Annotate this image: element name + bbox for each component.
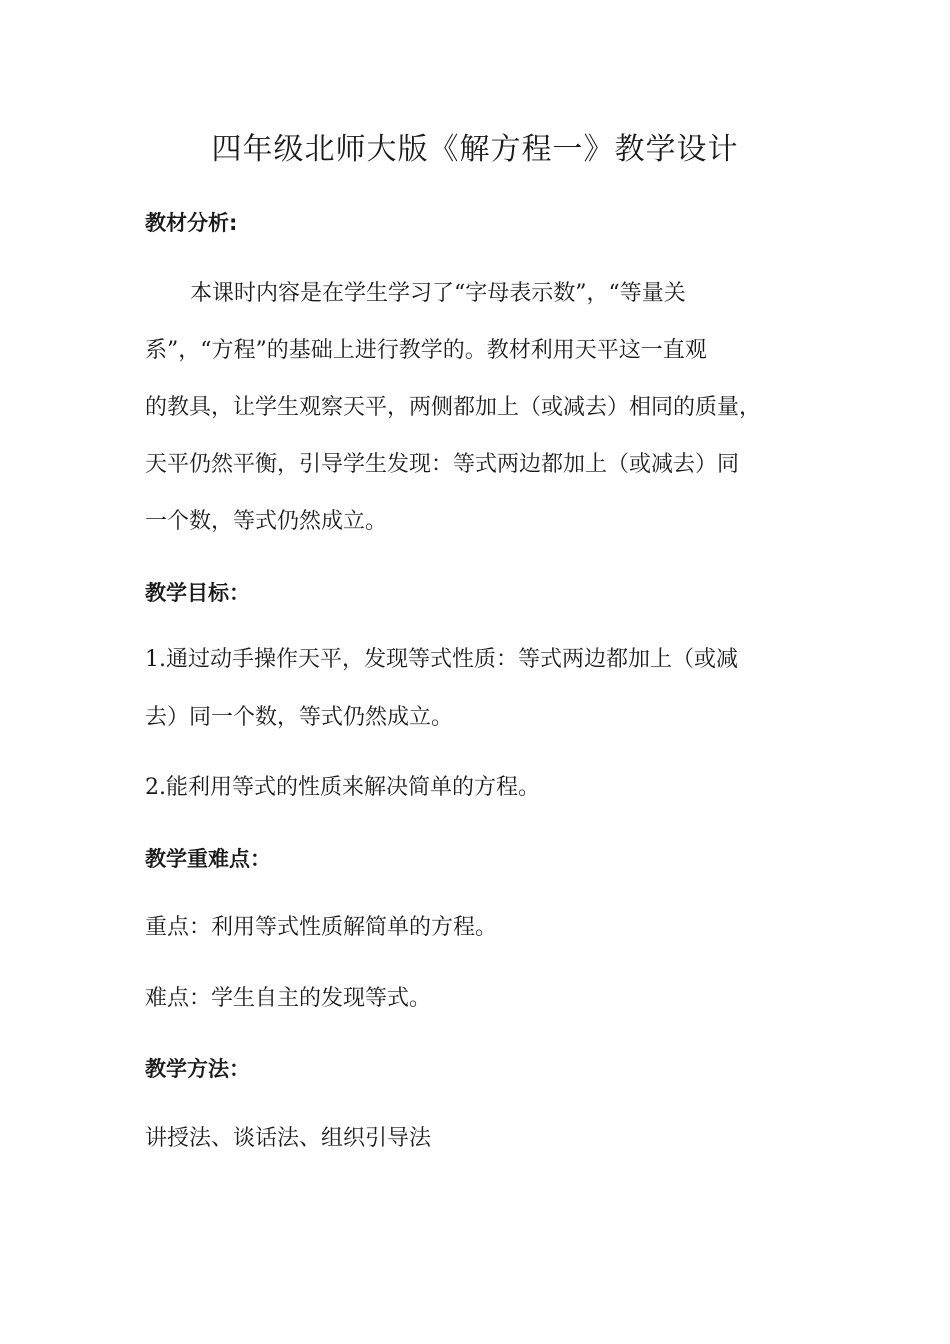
paragraph-line: 重点：利用等式性质解简单的方程。: [145, 915, 498, 940]
section-heading-teaching-goals: 教学目标：: [145, 581, 250, 605]
paragraph-line: 本课时内容是在学生学习了“字母表示数”，“等量关: [190, 281, 686, 306]
paragraph-line: 1.通过动手操作天平，发现等式性质：等式两边都加上（或减: [145, 647, 738, 672]
document-title: 四年级北师大版《解方程一》教学设计: [211, 132, 739, 167]
paragraph-line: 系”，“方程”的基础上进行教学的。教材利用天平这一直观: [145, 338, 707, 363]
paragraph-line: 天平仍然平衡，引导学生发现：等式两边都加上（或减去）同: [145, 452, 740, 477]
section-heading-teaching-methods: 教学方法：: [145, 1057, 250, 1081]
paragraph-line: 一个数，等式仍然成立。: [145, 509, 388, 534]
section-heading-key-points: 教学重难点：: [145, 847, 271, 871]
paragraph-line: 讲授法、谈话法、组织引导法: [145, 1126, 432, 1151]
paragraph-line: 去）同一个数，等式仍然成立。: [145, 705, 454, 730]
paragraph-line: 2.能利用等式的性质来解决简单的方程。: [145, 775, 540, 800]
paragraph-line: 的教具，让学生观察天平，两侧都加上（或减去）相同的质量，: [145, 395, 762, 420]
paragraph-line: 难点：学生自主的发现等式。: [145, 986, 432, 1011]
section-heading-material-analysis: 教材分析:: [145, 211, 238, 235]
